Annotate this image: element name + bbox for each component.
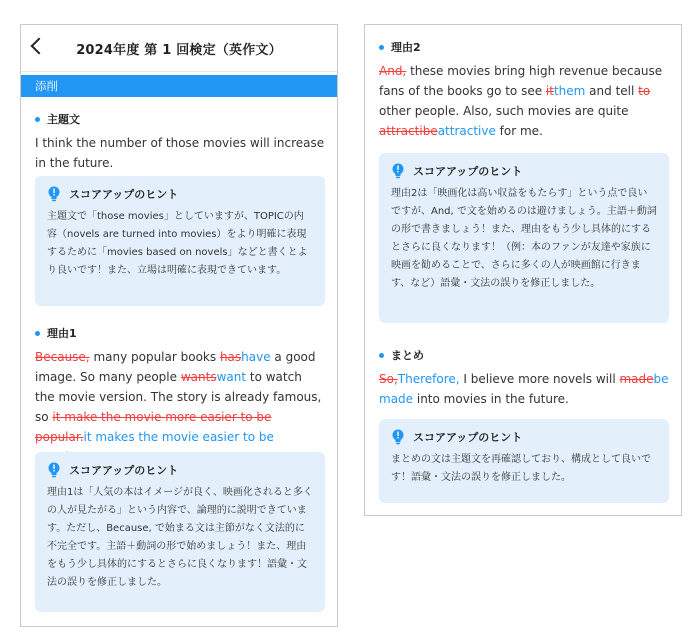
hint-text: 理由2は「映画化は高い収益をもたらす」という点で良いですが、And, で文を始めるのは避けましょう。主語＋動詞の形で書きましょう！また、理由をもう少し具体的にするとさらに良くなります！（例：本のファンが友達や家族に映画を勧めることで、さらに多くの人が映画館に行きます、など）語彙・文法の誤りを修正しました。 bbox=[391, 188, 657, 289]
hint-heading: スコアアップのヒント bbox=[391, 163, 657, 179]
deleted-text: it bbox=[545, 84, 554, 98]
topic-label: 主題文 bbox=[35, 111, 325, 127]
inserted-text: have bbox=[241, 350, 271, 364]
lightbulb-icon bbox=[391, 429, 405, 445]
hint-box-conclusion bbox=[379, 419, 669, 503]
inserted-text: want bbox=[216, 370, 247, 384]
bullet-dot-icon bbox=[35, 331, 40, 336]
topic-text: I think the number of those movies will increase in the future. bbox=[35, 136, 325, 170]
deleted-text: it make the movie more easier to be popular. bbox=[35, 410, 272, 444]
hint-box-reason2 bbox=[379, 153, 669, 323]
reason2-label: 理由2 bbox=[379, 39, 669, 55]
deleted-text: to bbox=[638, 84, 651, 98]
conclusion-label: まとめ bbox=[379, 347, 669, 363]
reason1-text: Because, many popular books hashave a good image. So many people wantswant to watch the movie version. The story is already famous, so it make the movie more easier to be popular.it makes the movie easier to be bbox=[35, 347, 325, 467]
deleted-text: has bbox=[219, 350, 242, 364]
deleted-text: And, bbox=[379, 64, 407, 78]
hint-heading: スコアアップのヒント bbox=[47, 462, 313, 478]
page-title: 2024年度 第 1 回検定（英作文） bbox=[76, 43, 282, 58]
hint-text: 主題文で「those movies」としていますが、TOPICの内容（novels are turned into movies）をより明確に表現するために「movies based on novels」などと書くとより良いです！また、立場は明確に表現できています。 bbox=[47, 211, 308, 276]
conclusion-text: So,Therefore, I believe more novels will madebe made into movies in the future. bbox=[379, 372, 669, 406]
deleted-text: made bbox=[619, 372, 654, 386]
bullet-dot-icon bbox=[379, 353, 384, 358]
hint-heading: スコアアップのヒント bbox=[391, 429, 657, 445]
lightbulb-icon bbox=[391, 163, 405, 179]
lightbulb-icon bbox=[47, 462, 61, 478]
inserted-text: attractive bbox=[437, 124, 496, 138]
hint-box-reason1 bbox=[35, 452, 325, 612]
left-screen bbox=[20, 24, 338, 627]
inserted-text: them bbox=[553, 84, 586, 98]
reason2-text: And, these movies bring high revenue because fans of the books go to see itthem and tell to other people. Also, such movies are quite attractibeattractive for me. bbox=[379, 64, 663, 138]
deleted-text: Because, bbox=[35, 350, 90, 364]
inserted-text: Therefore, bbox=[397, 372, 460, 386]
hint-box-topic bbox=[35, 176, 325, 306]
deleted-text: So, bbox=[379, 372, 398, 386]
deleted-text: wants bbox=[180, 370, 217, 384]
bullet-dot-icon bbox=[379, 45, 384, 50]
header bbox=[21, 25, 337, 72]
deleted-text: attractibe bbox=[379, 124, 438, 138]
topic-section bbox=[35, 111, 325, 173]
reason1-section bbox=[35, 325, 325, 467]
reason2-section bbox=[379, 39, 669, 141]
conclusion-section bbox=[379, 347, 669, 409]
right-screen bbox=[364, 24, 682, 516]
inserted-text: it makes the movie easier to be bbox=[83, 430, 274, 444]
reason1-label: 理由1 bbox=[35, 325, 325, 341]
hint-text: 理由1は「人気の本はイメージが良く、映画化されると多くの人が見たがる」という内容で、論理的に説明できています。ただし、Because, で始まる文は主節がなく文法的に不完全です。主語＋動詞の形で始めましょう！また、理由をもう少し具体的にするとさらに良くなります！語彙・文法の誤りを修正しました。 bbox=[47, 487, 313, 588]
correction-tab-bar: 添削 bbox=[21, 75, 337, 97]
hint-heading: スコアアップのヒント bbox=[47, 186, 313, 202]
hint-text: まとめの文は主題文を再確認しており、構成として良いです！語彙・文法の誤りを修正しました。 bbox=[391, 454, 651, 483]
bullet-dot-icon bbox=[35, 117, 40, 122]
inserted-text: be made bbox=[379, 372, 669, 406]
lightbulb-icon bbox=[47, 186, 61, 202]
